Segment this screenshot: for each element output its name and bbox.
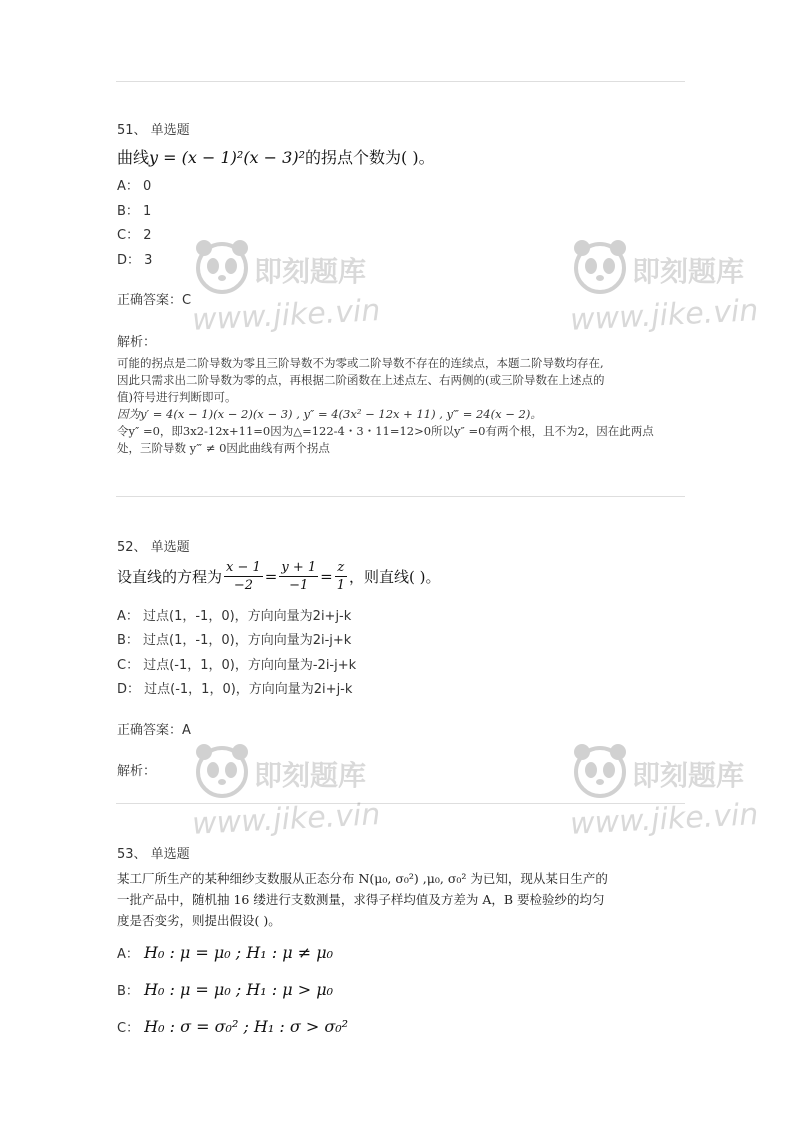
analysis-line: 处，三阶导数 y‴ ≠ 0因此曲线有两个拐点: [117, 441, 330, 455]
stem-suffix: 的拐点个数为( )。: [305, 148, 435, 167]
analysis-text: [117, 355, 687, 457]
stem-prefix: 曲线: [117, 148, 150, 167]
analysis-line: 令y″ =0，即3x2-12x+11=0因为△=122-4・3・11=12>0所以y″ =0有两个根，且不为2，因在此两点: [117, 424, 654, 438]
question-stem: [117, 868, 687, 931]
option-b[interactable]: B： 1: [117, 204, 152, 219]
fraction-y: [279, 559, 318, 594]
fraction-z: [335, 559, 347, 594]
option-a[interactable]: A： 过点(1，-1，0)，方向向量为2i+j-k: [117, 609, 352, 624]
fraction-x: [224, 559, 263, 594]
fraction-denominator: −2: [233, 578, 253, 593]
answer-label: 正确答案：: [117, 293, 183, 308]
option-a[interactable]: A： 0: [117, 179, 152, 194]
question-stem: [117, 559, 440, 594]
option-c[interactable]: C： 2: [117, 228, 152, 243]
panda-icon: [570, 740, 630, 800]
watermark: [570, 740, 800, 850]
watermark: [192, 236, 422, 346]
option-b[interactable]: B： 过点(1，-1，0)，方向向量为2i-j+k: [117, 633, 352, 648]
fraction-numerator: y + 1: [281, 560, 317, 575]
question-header: 52、 单选题: [117, 540, 190, 555]
analysis-line: 值)符号进行判断即可。: [117, 390, 237, 404]
stem-line: 一批产品中，随机抽 16 缕进行支数测量，求得子样均值及方差为 A，B 要检验纱的均匀: [117, 892, 605, 907]
panda-icon: [192, 236, 252, 296]
question-header: 51、 单选题: [117, 123, 190, 138]
analysis-line: 可能的拐点是二阶导数为零且三阶导数不为零或二阶导数不存在的连续点，本题二阶导数均存在,: [117, 356, 604, 370]
equals-sign: =: [320, 567, 333, 586]
stem-line: 度是否变劣，则提出假设( )。: [117, 913, 281, 928]
stem-suffix: ，则直线( )。: [349, 568, 441, 586]
correct-answer: [117, 289, 191, 308]
analysis-label: 解析：: [117, 764, 157, 779]
answer-value: A: [182, 723, 191, 738]
option-formula: H₀ : μ = μ₀ ; H₁ : μ > μ₀: [144, 980, 334, 999]
analysis-line: 因为y′ = 4(x − 1)(x − 2)(x − 3) , y″ = 4(3x² − 12x + 11) , y‴ = 24(x − 2)。: [117, 407, 542, 421]
panda-icon: [570, 236, 630, 296]
watermark-url: www.jike.vin: [191, 293, 382, 338]
option-formula: H₀ : μ = μ₀ ; H₁ : μ ≠ μ₀: [144, 943, 333, 962]
analysis-line: 因此只需求出二阶导数为零的点，再根据二阶函数在上述点左、右两侧的(或三阶导数在上述点的: [117, 373, 605, 387]
panda-icon: [192, 740, 252, 800]
option-letter: C：: [117, 1021, 140, 1036]
option-d[interactable]: D： 过点(-1，1，0)，方向向量为2i+j-k: [117, 682, 353, 697]
answer-value: C: [182, 293, 192, 308]
watermark-url: www.jike.vin: [569, 797, 760, 842]
question-stem: [117, 145, 435, 168]
option-c[interactable]: C： 过点(-1，1，0)，方向向量为-2i-j+k: [117, 658, 357, 673]
watermark-url: www.jike.vin: [569, 293, 760, 338]
option-a[interactable]: [117, 942, 333, 962]
correct-answer: [117, 719, 191, 738]
watermark: [570, 236, 800, 346]
option-formula: H₀ : σ = σ₀² ; H₁ : σ > σ₀²: [144, 1017, 349, 1036]
divider-51-52: [116, 496, 685, 497]
watermark-brand: 即刻题库: [632, 255, 745, 288]
watermark-brand: 即刻题库: [254, 255, 367, 288]
watermark-brand: 即刻题库: [254, 759, 367, 792]
fraction-denominator: −1: [289, 578, 309, 593]
stem-prefix: 设直线的方程为: [117, 568, 223, 586]
option-d[interactable]: D： 3: [117, 253, 153, 268]
fraction-denominator: 1: [336, 578, 345, 593]
stem-formula: y = (x − 1)²(x − 3)²: [149, 148, 305, 167]
divider-52-53: [116, 803, 685, 804]
watermark-brand: 即刻题库: [632, 759, 745, 792]
watermark-url: www.jike.vin: [191, 797, 382, 842]
option-c[interactable]: [117, 1016, 348, 1036]
option-b[interactable]: [117, 979, 333, 999]
question-header: 53、 单选题: [117, 847, 190, 862]
option-letter: A：: [117, 947, 139, 962]
top-divider: [116, 81, 685, 82]
fraction-numerator: x − 1: [226, 560, 261, 575]
watermark: [192, 740, 422, 850]
analysis-label: 解析：: [117, 335, 157, 350]
option-letter: B：: [117, 984, 139, 999]
fraction-numerator: z: [335, 559, 347, 577]
equals-sign: =: [264, 567, 278, 586]
stem-line: 某工厂所生产的某种细纱支数服从正态分布 N(μ₀, σ₀²) ,μ₀, σ₀² 为已知，现从某日生产的: [117, 871, 608, 886]
answer-label: 正确答案：: [117, 723, 183, 738]
